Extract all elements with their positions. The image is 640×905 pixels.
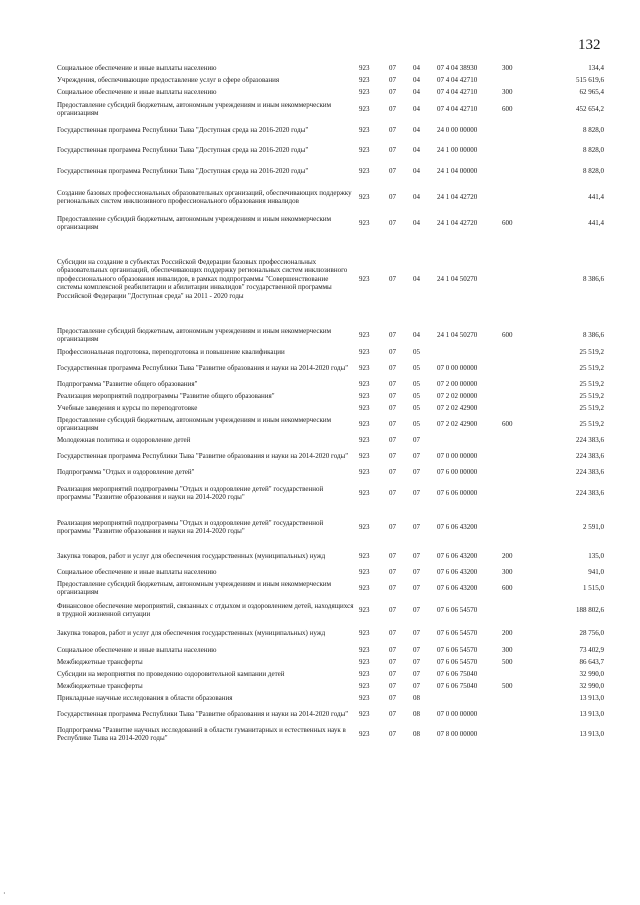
cell-sec: 07 bbox=[389, 75, 396, 84]
cell-csr: 07 6 00 00000 bbox=[437, 467, 478, 476]
cell-sec: 07 bbox=[389, 104, 396, 113]
cell-sec: 07 bbox=[389, 522, 396, 531]
cell-gr: 923 bbox=[359, 104, 370, 113]
cell-csr: 07 6 06 00000 bbox=[437, 488, 478, 497]
cell-sec: 07 bbox=[389, 467, 396, 476]
cell-sub: 07 bbox=[413, 467, 420, 476]
table-row bbox=[57, 120, 604, 140]
cell-name: Предоставление субсидий бюджетным, автономным учреждениям и иным некоммерческим организациям bbox=[57, 579, 332, 596]
cell-vr bbox=[502, 160, 534, 182]
cell-vr: 300 bbox=[502, 63, 513, 72]
cell-sub: 08 bbox=[413, 729, 420, 738]
cell-csr: 24 1 04 42720 bbox=[437, 192, 478, 201]
cell-csr: 07 0 00 00000 bbox=[437, 363, 478, 372]
cell-sub: 07 bbox=[413, 669, 420, 678]
cell-name: Прикладные научные исследования в области образования bbox=[57, 693, 233, 702]
cell-sub: 08 bbox=[413, 693, 420, 702]
table-row bbox=[57, 346, 604, 358]
cell-amount: 2 591,0 bbox=[583, 522, 604, 531]
cell-sec: 07 bbox=[389, 551, 396, 560]
cell-name: Государственная программа Республики Тыва "Доступная среда на 2016-2020 годы" bbox=[57, 145, 309, 154]
cell-csr: 07 4 04 42710 bbox=[437, 87, 478, 96]
cell-name: Предоставление субсидий бюджетным, автономным учреждениям и иным некоммерческим организациям bbox=[57, 100, 332, 117]
cell-vr bbox=[502, 466, 534, 478]
table-row bbox=[57, 182, 604, 212]
cell-sec: 07 bbox=[389, 488, 396, 497]
cell-csr: 24 0 00 00000 bbox=[437, 125, 478, 134]
cell-amount: 25 519,2 bbox=[579, 363, 604, 372]
cell-csr: 07 6 06 54570 bbox=[437, 628, 478, 637]
cell-sub: 04 bbox=[413, 192, 420, 201]
cell-csr: 07 2 00 00000 bbox=[437, 379, 478, 388]
cell-name: Реализация мероприятий подпрограммы "Отдых и оздоровление детей" государственной программы "Развитие образования и науки на 2014-2020 годы" bbox=[57, 518, 324, 535]
cell-name: Государственная программа Республики Тыва "Развитие образования и науки на 2014-2020 годы" bbox=[57, 709, 349, 718]
cell-amount: 8 386,6 bbox=[583, 274, 604, 283]
cell-amount: 441,4 bbox=[588, 218, 604, 227]
cell-amount: 135,0 bbox=[588, 551, 604, 560]
cell-amount: 86 643,7 bbox=[579, 657, 604, 666]
budget-table bbox=[57, 62, 604, 744]
cell-amount: 25 519,2 bbox=[579, 419, 604, 428]
cell-gr: 923 bbox=[359, 419, 370, 428]
cell-gr: 923 bbox=[359, 274, 370, 283]
cell-vr bbox=[502, 346, 534, 358]
budget-rows bbox=[57, 62, 604, 744]
cell-name: Закупка товаров, работ и услуг для обеспечения государственных (муниципальных) нужд bbox=[57, 551, 326, 560]
cell-vr: 600 bbox=[502, 583, 513, 592]
cell-gr: 923 bbox=[359, 87, 370, 96]
table-row bbox=[57, 546, 604, 566]
cell-name: Субсидии на мероприятия по проведению оздоровительной кампании детей bbox=[57, 669, 285, 678]
cell-amount: 8 828,0 bbox=[583, 166, 604, 175]
table-row bbox=[57, 692, 604, 704]
table-row bbox=[57, 62, 604, 74]
cell-csr: 07 6 06 43200 bbox=[437, 522, 478, 531]
cell-gr: 923 bbox=[359, 567, 370, 576]
cell-name: Закупка товаров, работ и услуг для обеспечения государственных (муниципальных) нужд bbox=[57, 628, 326, 637]
cell-amount: 8 386,6 bbox=[583, 330, 604, 339]
cell-name: Государственная программа Республики Тыва "Доступная среда на 2016-2020 годы" bbox=[57, 166, 309, 175]
cell-name: Учебные заведения и курсы по переподготовке bbox=[57, 403, 198, 412]
cell-csr: 07 2 02 42900 bbox=[437, 403, 478, 412]
cell-vr bbox=[502, 692, 534, 704]
cell-sub: 05 bbox=[413, 347, 420, 356]
cell-gr: 923 bbox=[359, 330, 370, 339]
cell-vr bbox=[502, 390, 534, 402]
cell-sec: 07 bbox=[389, 693, 396, 702]
cell-sec: 07 bbox=[389, 435, 396, 444]
cell-sec: 07 bbox=[389, 709, 396, 718]
cell-name: Реализация мероприятий подпрограммы "Развитие общего образования" bbox=[57, 391, 275, 400]
table-row bbox=[57, 358, 604, 378]
cell-vr bbox=[502, 402, 534, 414]
cell-sub: 04 bbox=[413, 104, 420, 113]
cell-csr: 07 6 06 43200 bbox=[437, 583, 478, 592]
cell-name: Межбюджетные трансферты bbox=[57, 681, 143, 690]
cell-gr: 923 bbox=[359, 467, 370, 476]
cell-csr: 07 8 00 00000 bbox=[437, 729, 478, 738]
cell-sub: 04 bbox=[413, 166, 420, 175]
cell-sec: 07 bbox=[389, 729, 396, 738]
cell-gr: 923 bbox=[359, 403, 370, 412]
cell-name: Профессиональная подготовка, переподготовка и повышение квалификации bbox=[57, 347, 285, 356]
cell-vr bbox=[502, 478, 534, 508]
cell-amount: 224 383,6 bbox=[576, 467, 604, 476]
cell-name: Предоставление субсидий бюджетным, автономным учреждениям и иным некоммерческим организациям bbox=[57, 214, 332, 231]
cell-csr bbox=[437, 434, 502, 446]
cell-sub: 07 bbox=[413, 488, 420, 497]
table-row bbox=[57, 578, 604, 598]
cell-gr: 923 bbox=[359, 391, 370, 400]
cell-sec: 07 bbox=[389, 583, 396, 592]
cell-gr: 923 bbox=[359, 166, 370, 175]
cell-gr: 923 bbox=[359, 729, 370, 738]
cell-sub: 07 bbox=[413, 657, 420, 666]
cell-sec: 07 bbox=[389, 628, 396, 637]
cell-vr: 200 bbox=[502, 628, 513, 637]
cell-amount: 224 383,6 bbox=[576, 451, 604, 460]
cell-sec: 07 bbox=[389, 657, 396, 666]
cell-name: Социальное обеспечение и иные выплаты населению bbox=[57, 645, 217, 654]
cell-amount: 224 383,6 bbox=[576, 435, 604, 444]
cell-sec: 07 bbox=[389, 403, 396, 412]
table-row bbox=[57, 680, 604, 692]
cell-name: Социальное обеспечение и иные выплаты населению bbox=[57, 63, 217, 72]
cell-sec: 07 bbox=[389, 379, 396, 388]
cell-name: Финансовое обеспечение мероприятий, связанных с отдыхом и оздоровлением детей, находящихся в трудной жизненной ситуации bbox=[57, 601, 354, 618]
cell-vr bbox=[502, 120, 534, 140]
cell-csr: 24 1 04 42720 bbox=[437, 218, 478, 227]
cell-amount: 13 913,0 bbox=[579, 693, 604, 702]
cell-name: Реализация мероприятий подпрограммы "Отдых и оздоровление детей" государственной программы "Развитие образования и науки на 2014-2020 годы" bbox=[57, 484, 324, 501]
table-row bbox=[57, 390, 604, 402]
cell-sub: 07 bbox=[413, 605, 420, 614]
table-row bbox=[57, 98, 604, 120]
cell-sub: 07 bbox=[413, 435, 420, 444]
cell-vr bbox=[502, 74, 534, 86]
cell-csr: 07 6 06 75040 bbox=[437, 681, 478, 690]
cell-sec: 07 bbox=[389, 63, 396, 72]
cell-amount: 441,4 bbox=[588, 192, 604, 201]
cell-amount: 28 756,0 bbox=[579, 628, 604, 637]
cell-csr: 07 2 02 42900 bbox=[437, 419, 478, 428]
cell-vr: 600 bbox=[502, 104, 513, 113]
cell-gr: 923 bbox=[359, 645, 370, 654]
cell-vr bbox=[502, 434, 534, 446]
cell-sec: 07 bbox=[389, 87, 396, 96]
cell-csr: 07 6 06 54570 bbox=[437, 645, 478, 654]
cell-gr: 923 bbox=[359, 583, 370, 592]
cell-amount: 188 802,6 bbox=[576, 605, 604, 614]
cell-csr: 24 1 00 00000 bbox=[437, 145, 478, 154]
cell-name: Подпрограмма "Отдых и оздоровление детей" bbox=[57, 467, 195, 476]
cell-vr: 600 bbox=[502, 419, 513, 428]
cell-sub: 04 bbox=[413, 330, 420, 339]
table-row bbox=[57, 140, 604, 160]
cell-sub: 04 bbox=[413, 218, 420, 227]
table-row bbox=[57, 324, 604, 346]
cell-vr: 600 bbox=[502, 330, 513, 339]
cell-sec: 07 bbox=[389, 192, 396, 201]
cell-csr: 07 0 00 00000 bbox=[437, 451, 478, 460]
cell-csr: 07 4 04 38930 bbox=[437, 63, 478, 72]
cell-gr: 923 bbox=[359, 605, 370, 614]
table-row bbox=[57, 478, 604, 508]
cell-vr bbox=[502, 704, 534, 724]
cell-amount: 25 519,2 bbox=[579, 403, 604, 412]
table-row bbox=[57, 378, 604, 390]
cell-csr: 07 4 04 42710 bbox=[437, 104, 478, 113]
cell-name: Предоставление субсидий бюджетным, автономным учреждениям и иным некоммерческим организациям bbox=[57, 415, 332, 432]
cell-gr: 923 bbox=[359, 681, 370, 690]
table-row bbox=[57, 656, 604, 668]
cell-gr: 923 bbox=[359, 551, 370, 560]
cell-sec: 07 bbox=[389, 605, 396, 614]
table-row bbox=[57, 414, 604, 434]
cell-amount: 134,4 bbox=[588, 63, 604, 72]
cell-gr: 923 bbox=[359, 363, 370, 372]
cell-amount: 62 965,4 bbox=[579, 87, 604, 96]
cell-csr: 07 6 06 54570 bbox=[437, 605, 478, 614]
cell-gr: 923 bbox=[359, 145, 370, 154]
table-row bbox=[57, 508, 604, 546]
cell-sub: 07 bbox=[413, 451, 420, 460]
cell-gr: 923 bbox=[359, 657, 370, 666]
cell-sub: 04 bbox=[413, 274, 420, 283]
cell-sub: 05 bbox=[413, 403, 420, 412]
table-row bbox=[57, 74, 604, 86]
cell-name: Предоставление субсидий бюджетным, автономным учреждениям и иным некоммерческим организациям bbox=[57, 326, 332, 343]
cell-gr: 923 bbox=[359, 435, 370, 444]
table-row bbox=[57, 598, 604, 622]
cell-sub: 08 bbox=[413, 709, 420, 718]
cell-sub: 07 bbox=[413, 551, 420, 560]
cell-name: Межбюджетные трансферты bbox=[57, 657, 143, 666]
cell-sub: 04 bbox=[413, 75, 420, 84]
cell-gr: 923 bbox=[359, 347, 370, 356]
cell-vr bbox=[502, 140, 534, 160]
cell-name: Молодежная политика и оздоровление детей bbox=[57, 435, 191, 444]
cell-sec: 07 bbox=[389, 681, 396, 690]
cell-vr: 300 bbox=[502, 645, 513, 654]
cell-amount: 32 990,0 bbox=[579, 669, 604, 678]
cell-vr bbox=[502, 598, 534, 622]
cell-amount: 25 519,2 bbox=[579, 347, 604, 356]
cell-vr bbox=[502, 182, 534, 212]
cell-sub: 05 bbox=[413, 363, 420, 372]
cell-gr: 923 bbox=[359, 379, 370, 388]
cell-vr bbox=[502, 446, 534, 466]
table-row bbox=[57, 234, 604, 324]
table-row bbox=[57, 724, 604, 744]
cell-vr bbox=[502, 378, 534, 390]
cell-sub: 07 bbox=[413, 583, 420, 592]
cell-csr: 24 1 04 50270 bbox=[437, 274, 478, 283]
cell-name: Подпрограмма "Развитие научных исследований в области гуманитарных и естественных наук в Республике Тыва на 2014-2020 годы" bbox=[57, 725, 346, 742]
table-row bbox=[57, 704, 604, 724]
cell-sub: 07 bbox=[413, 522, 420, 531]
cell-amount: 73 402,9 bbox=[579, 645, 604, 654]
cell-gr: 923 bbox=[359, 125, 370, 134]
cell-sec: 07 bbox=[389, 274, 396, 283]
cell-name: Субсидии на создание в субъектах Российской Федерации базовых профессиональных образовательных организаций, обеспечивающих поддержку региональных систем инклюзивного профессионального образования инвалидов, в рамках подпрограммы "Совершенствование системы комплексной реабилитации и абилитации инвалидов" государственной программы Российской Федерации "Доступная среда" на 2011 - 2020 годы bbox=[57, 257, 348, 300]
cell-gr: 923 bbox=[359, 218, 370, 227]
table-row bbox=[57, 402, 604, 414]
cell-vr: 600 bbox=[502, 218, 513, 227]
cell-gr: 923 bbox=[359, 669, 370, 678]
cell-sec: 07 bbox=[389, 166, 396, 175]
table-row bbox=[57, 668, 604, 680]
cell-gr: 923 bbox=[359, 63, 370, 72]
table-row bbox=[57, 86, 604, 98]
cell-csr: 07 2 02 00000 bbox=[437, 391, 478, 400]
cell-gr: 923 bbox=[359, 628, 370, 637]
cell-sec: 07 bbox=[389, 347, 396, 356]
cell-gr: 923 bbox=[359, 709, 370, 718]
cell-amount: 8 828,0 bbox=[583, 125, 604, 134]
table-row bbox=[57, 212, 604, 234]
cell-csr: 07 6 06 54570 bbox=[437, 657, 478, 666]
cell-sub: 07 bbox=[413, 681, 420, 690]
cell-amount: 224 383,6 bbox=[576, 488, 604, 497]
cell-sec: 07 bbox=[389, 218, 396, 227]
cell-name: Подпрограмма "Развитие общего образования" bbox=[57, 379, 198, 388]
cell-gr: 923 bbox=[359, 75, 370, 84]
cell-amount: 25 519,2 bbox=[579, 391, 604, 400]
cell-gr: 923 bbox=[359, 451, 370, 460]
cell-gr: 923 bbox=[359, 693, 370, 702]
cell-name: Государственная программа Республики Тыва "Развитие образования и науки на 2014-2020 годы" bbox=[57, 363, 349, 372]
table-row bbox=[57, 160, 604, 182]
cell-name: Учреждения, обеспечивающие предоставление услуг в сфере образования bbox=[57, 75, 280, 84]
cell-csr: 24 1 04 50270 bbox=[437, 330, 478, 339]
cell-amount: 515 619,6 bbox=[576, 75, 604, 84]
cell-amount: 32 990,0 bbox=[579, 681, 604, 690]
cell-amount: 8 828,0 bbox=[583, 145, 604, 154]
cell-sub: 07 bbox=[413, 567, 420, 576]
cell-vr: 300 bbox=[502, 87, 513, 96]
cell-csr: 07 6 06 43200 bbox=[437, 551, 478, 560]
cell-vr: 300 bbox=[502, 567, 513, 576]
cell-sub: 07 bbox=[413, 628, 420, 637]
cell-amount: 13 913,0 bbox=[579, 709, 604, 718]
table-row bbox=[57, 446, 604, 466]
table-row bbox=[57, 466, 604, 478]
cell-sub: 05 bbox=[413, 419, 420, 428]
cell-amount: 452 654,2 bbox=[576, 104, 604, 113]
cell-vr bbox=[502, 358, 534, 378]
cell-amount: 1 515,0 bbox=[583, 583, 604, 592]
cell-sub: 05 bbox=[413, 391, 420, 400]
cell-name: Создание базовых профессиональных образовательных организаций, обеспечивающих поддержку региональных систем инклюзивного профессионального образования инвалидов bbox=[57, 188, 352, 205]
cell-gr: 923 bbox=[359, 192, 370, 201]
cell-name: Государственная программа Республики Тыва "Развитие образования и науки на 2014-2020 годы" bbox=[57, 451, 349, 460]
cell-sec: 07 bbox=[389, 567, 396, 576]
table-row bbox=[57, 644, 604, 656]
cell-sub: 04 bbox=[413, 125, 420, 134]
cell-sec: 07 bbox=[389, 645, 396, 654]
cell-sec: 07 bbox=[389, 391, 396, 400]
cell-csr: 07 6 06 43200 bbox=[437, 567, 478, 576]
cell-vr: 500 bbox=[502, 657, 513, 666]
cell-sec: 07 bbox=[389, 419, 396, 428]
cell-sec: 07 bbox=[389, 330, 396, 339]
cell-vr bbox=[502, 508, 534, 546]
table-row bbox=[57, 566, 604, 578]
cell-amount: 13 913,0 bbox=[579, 729, 604, 738]
cell-sec: 07 bbox=[389, 669, 396, 678]
cell-sub: 05 bbox=[413, 379, 420, 388]
cell-gr: 923 bbox=[359, 522, 370, 531]
cell-sub: 04 bbox=[413, 145, 420, 154]
cell-sub: 04 bbox=[413, 63, 420, 72]
cell-csr: 07 0 00 00000 bbox=[437, 709, 478, 718]
cell-vr: 500 bbox=[502, 681, 513, 690]
corner-mark: · bbox=[3, 889, 6, 898]
cell-sub: 04 bbox=[413, 87, 420, 96]
cell-vr bbox=[502, 234, 534, 324]
cell-csr bbox=[437, 346, 502, 358]
page-number: 132 bbox=[578, 37, 601, 53]
cell-vr bbox=[502, 668, 534, 680]
table-row bbox=[57, 622, 604, 644]
cell-sec: 07 bbox=[389, 125, 396, 134]
cell-vr: 200 bbox=[502, 551, 513, 560]
cell-sec: 07 bbox=[389, 145, 396, 154]
cell-vr bbox=[502, 724, 534, 744]
cell-csr bbox=[437, 692, 502, 704]
cell-name: Государственная программа Республики Тыва "Доступная среда на 2016-2020 годы" bbox=[57, 125, 309, 134]
cell-gr: 923 bbox=[359, 488, 370, 497]
cell-sub: 07 bbox=[413, 645, 420, 654]
cell-amount: 941,0 bbox=[588, 567, 604, 576]
cell-sec: 07 bbox=[389, 451, 396, 460]
cell-amount: 25 519,2 bbox=[579, 379, 604, 388]
cell-name: Социальное обеспечение и иные выплаты населению bbox=[57, 87, 217, 96]
cell-csr: 07 4 04 42710 bbox=[437, 75, 478, 84]
cell-sec: 07 bbox=[389, 363, 396, 372]
cell-csr: 24 1 04 00000 bbox=[437, 166, 478, 175]
cell-csr: 07 6 06 75040 bbox=[437, 669, 478, 678]
table-row bbox=[57, 434, 604, 446]
cell-name: Социальное обеспечение и иные выплаты населению bbox=[57, 567, 217, 576]
